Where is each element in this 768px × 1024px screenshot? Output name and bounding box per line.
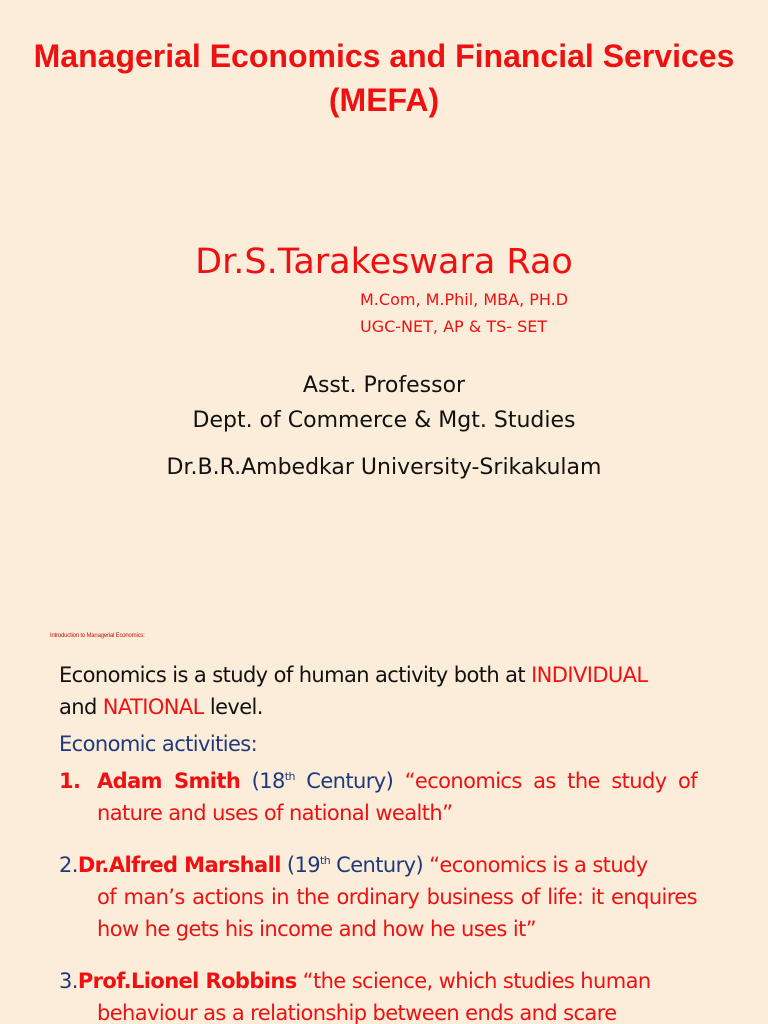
author-department: Dept. of Commerce & Mgt. Studies [192, 408, 576, 433]
author-qualifications-degrees: M.Com, M.Phil, MBA, PH.D [360, 290, 569, 309]
author-university: Dr.B.R.Ambedkar University-Srikakulam [166, 455, 602, 480]
intro-and: and [59, 695, 103, 719]
intro-national: NATIONAL [102, 695, 204, 719]
century-prefix: (18 [240, 769, 285, 793]
list-number: 2. [59, 853, 78, 877]
definition-quote-start: “economics is a study [429, 853, 648, 877]
economist-name: Dr.Alfred Marshall [77, 853, 281, 877]
list-number: 3. [59, 969, 78, 993]
intro-paragraph [59, 659, 697, 723]
slide-title: Managerial Economics and Financial Services (MEFA) [33, 38, 735, 118]
definition-quote-rest: of man’s actions in the ordinary business of life: it enquires how he gets his income and how he uses it” [97, 885, 697, 941]
intro-prefix: Economics is a study of human activity both at [59, 663, 532, 687]
intro-individual: INDIVIDUAL [531, 663, 648, 687]
definition-quote-start: “the science, which studies human [296, 969, 651, 993]
intro-slide [0, 580, 768, 1024]
author-position: Asst. Professor [302, 373, 466, 398]
century-superscript: th [320, 854, 331, 867]
century-suffix: Century) [330, 853, 430, 877]
author-name: Dr.S.Tarakeswara Rao [195, 242, 573, 282]
list-item-adam-smith [59, 765, 697, 829]
century-superscript: th [284, 770, 295, 783]
intro-suffix: level. [203, 695, 263, 719]
definition-quote-rest: behaviour as a relationship between ends and scare [97, 1001, 617, 1024]
century-suffix: Century) [294, 769, 405, 793]
economist-name: Adam Smith [97, 769, 241, 793]
author-qualifications-exams: UGC-NET, AP & TS- SET [360, 317, 548, 336]
list-item-alfred-marshall [59, 849, 697, 945]
definition-quote: “economics as the study of nature and uses of national wealth” [97, 769, 697, 825]
economic-activities-heading: Economic activities: [59, 732, 258, 756]
economist-name: Prof.Lionel Robbins [77, 969, 297, 993]
small-slide-title: Introduction to Managerial Economics: [50, 633, 145, 639]
century-prefix: (19 [280, 853, 320, 877]
list-number: 1. [59, 769, 81, 793]
list-item-lionel-robbins [59, 965, 697, 1024]
